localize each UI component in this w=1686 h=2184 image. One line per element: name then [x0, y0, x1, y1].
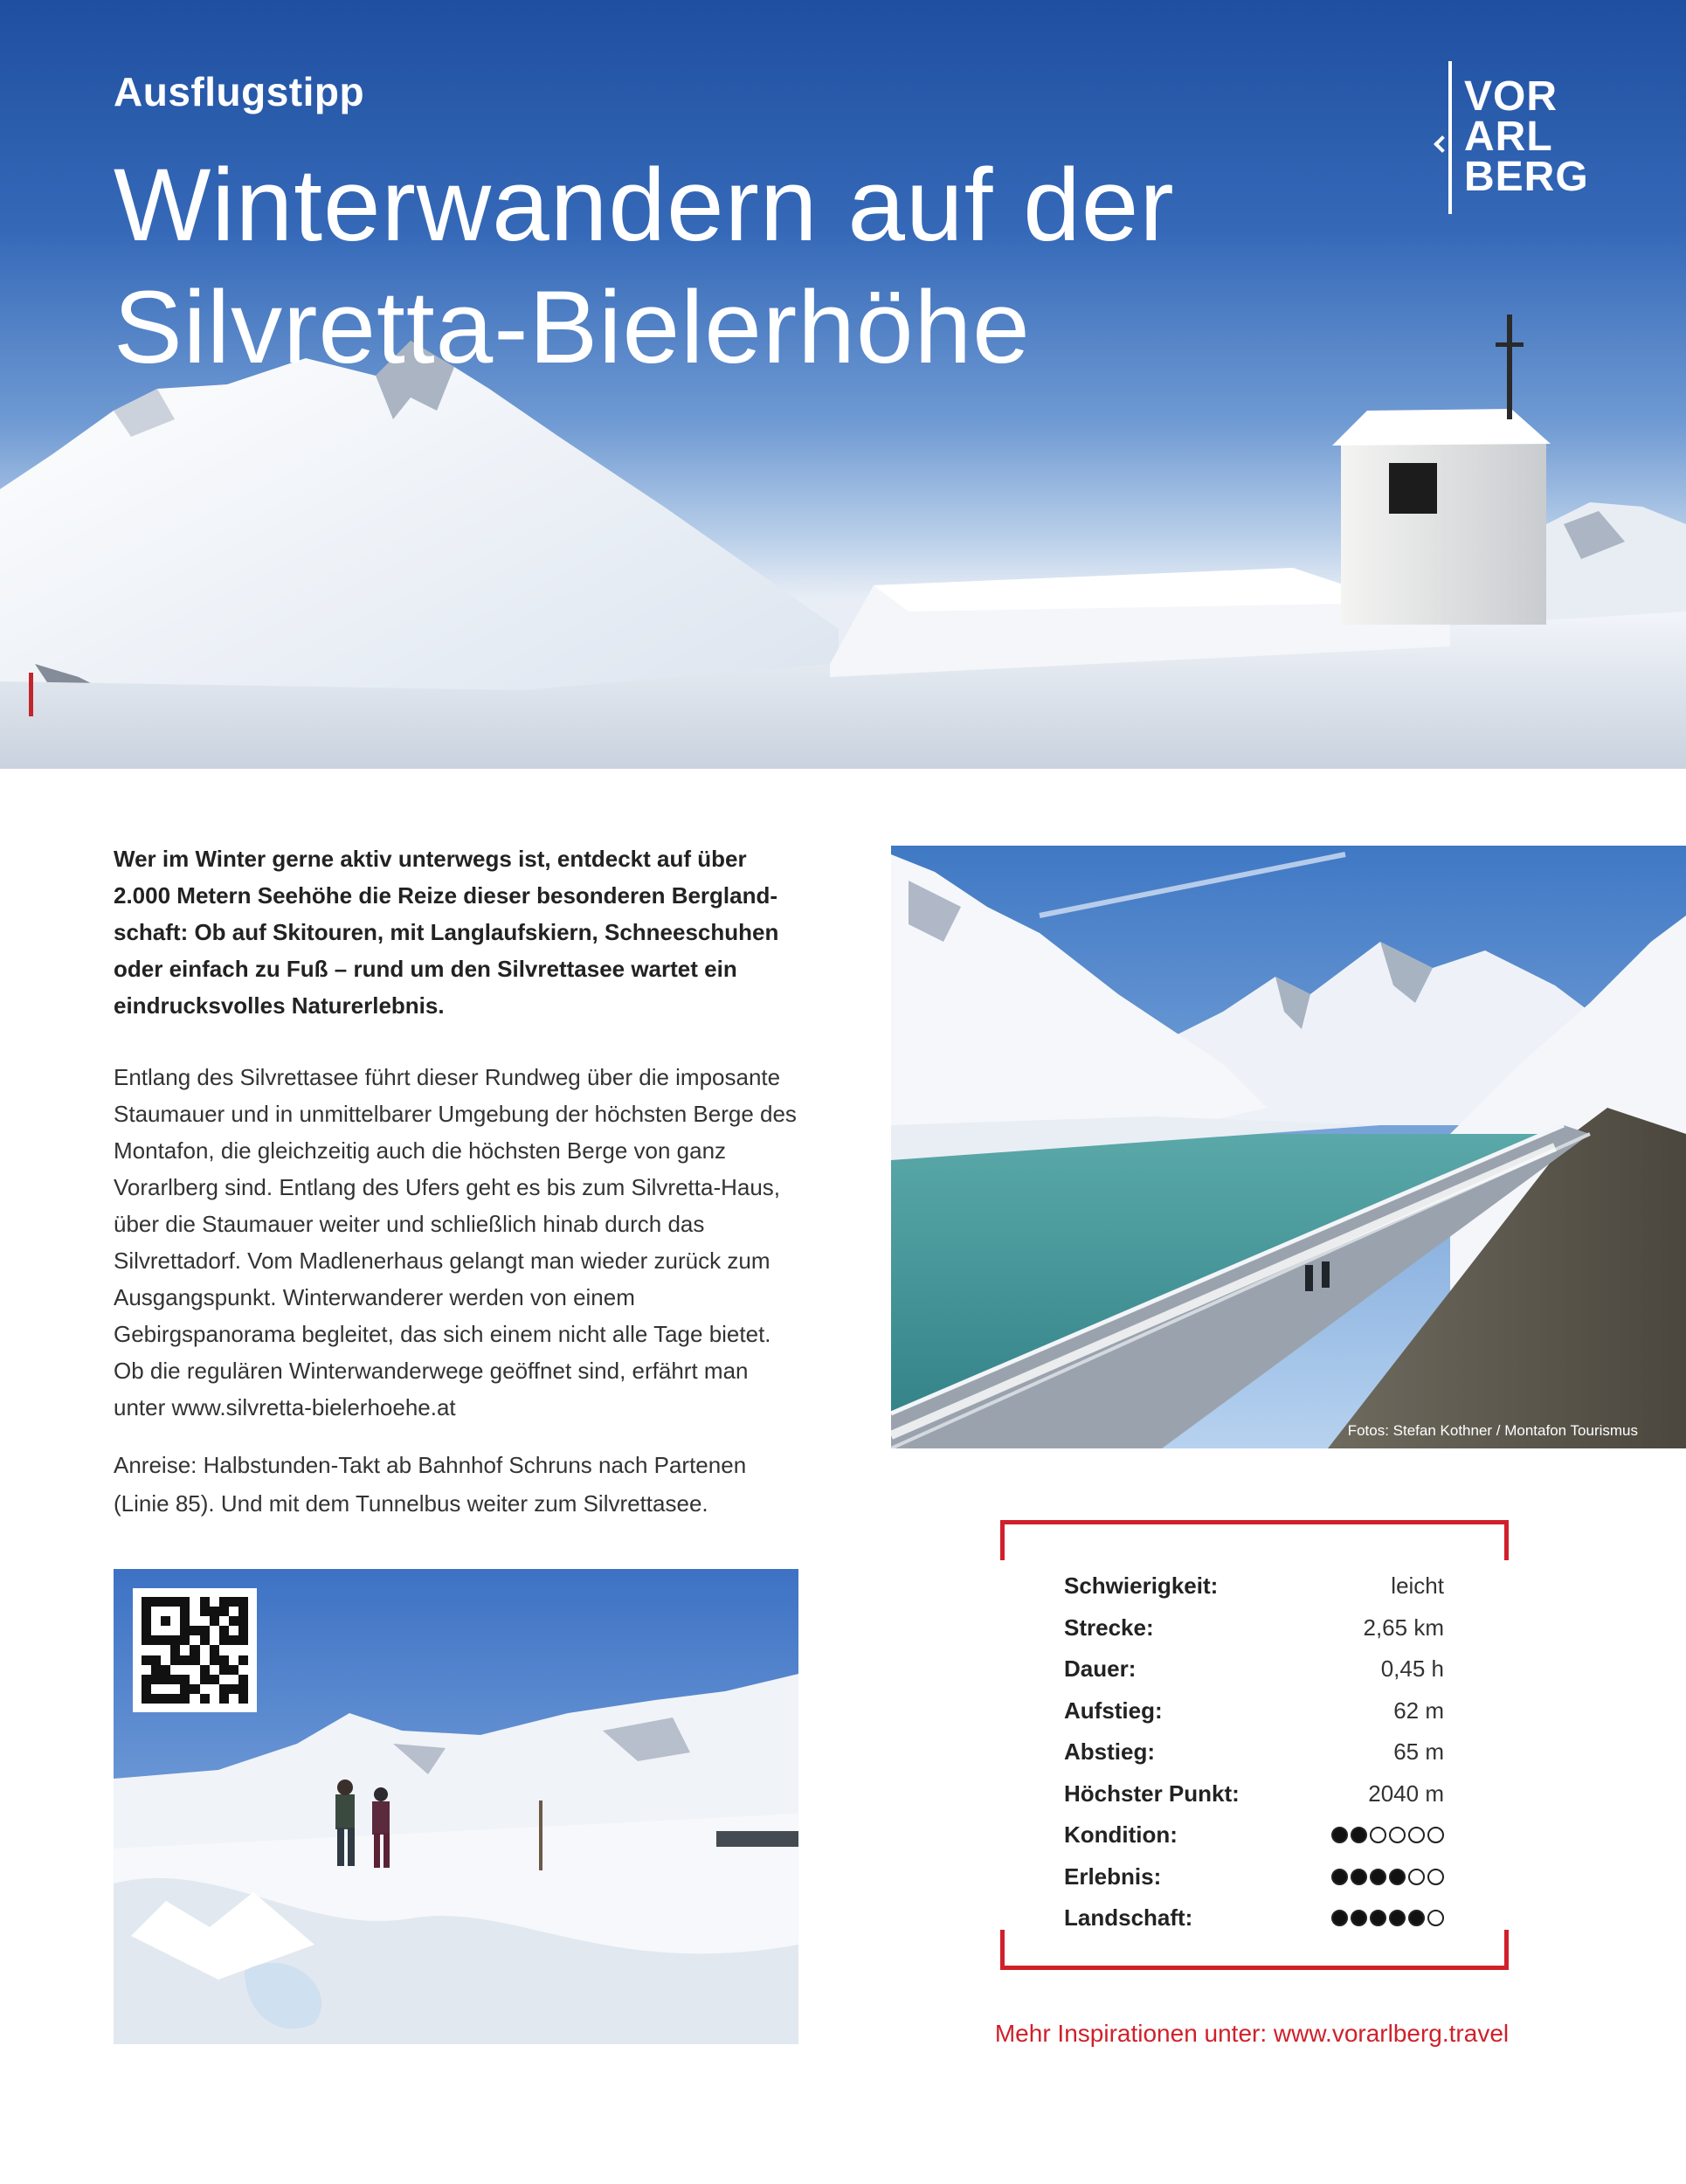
facts-bracket-bottom: [1000, 1930, 1509, 1970]
rating-dot-icon: [1351, 1910, 1367, 1926]
rating-dot-icon: [1427, 1827, 1444, 1843]
route-description: Entlang des Silvrettasee führt dieser Rundweg über die imposante Staumauer und in unmittelbarer Umgebung der höchsten Berge des Montafon, die gleichzeitig auch die höchsten Berge von ganz Vorarlberg sind. Entlang des Ufers geht es bis zum Silvretta-Haus, über die Staumauer weiter und schließlich hinab durch das Silvrettadorf. Vom Madlenerhaus gelangt man wieder zurück zum Ausgangspunkt. Winterwanderer werden von einem Gebirgspanorama begleitet, das sich einem nicht alle Tage bietet.: [114, 1064, 797, 1347]
logo-line-1: VOR: [1464, 73, 1558, 120]
fact-value: 2,65 km: [1363, 1614, 1444, 1641]
rating-dot-icon: [1427, 1869, 1444, 1885]
open-info: [114, 1352, 804, 1426]
fact-row: [1064, 1690, 1444, 1732]
logo-line-3: BERG: [1464, 154, 1589, 200]
fact-row: [1064, 1607, 1444, 1649]
fact-row: [1064, 1773, 1444, 1815]
rating-dot-icon: [1408, 1869, 1425, 1885]
rating-dot-icon: [1370, 1827, 1386, 1843]
rating-dot-icon: [1408, 1827, 1425, 1843]
more-inspiration-link[interactable]: Mehr Inspirationen unter: www.vorarlberg.travel: [994, 2020, 1510, 2047]
fact-label: Dauer:: [1064, 1655, 1137, 1683]
fact-label: Abstieg:: [1064, 1738, 1155, 1766]
rating-row: [1064, 1814, 1444, 1856]
open-info-text: Ob die regulären Winterwanderwege geöffnet sind, erfährt man unter: [114, 1358, 749, 1420]
rating-dot-icon: [1427, 1910, 1444, 1926]
dam-photo: [891, 846, 1686, 1448]
vorarlberg-logo: [1433, 61, 1590, 218]
rating-label: Kondition:: [1064, 1821, 1178, 1849]
page-title: [114, 144, 1337, 389]
tour-facts-list: [1064, 1565, 1444, 1939]
fact-value: 65 m: [1393, 1738, 1444, 1766]
rating-dots: [1331, 1869, 1444, 1885]
title-line-2: Silvretta-Bielerhöhe: [114, 270, 1031, 385]
rating-label: Landschaft:: [1064, 1904, 1193, 1932]
fact-value: 2040 m: [1368, 1780, 1444, 1807]
rating-dot-icon: [1370, 1869, 1386, 1885]
rating-dots: [1331, 1910, 1444, 1926]
rating-row: [1064, 1856, 1444, 1898]
rating-dot-icon: [1331, 1827, 1348, 1843]
fact-label: Aufstieg:: [1064, 1697, 1163, 1724]
rating-dot-icon: [1351, 1827, 1367, 1843]
logo-line-2: ARL: [1464, 114, 1553, 160]
rating-dot-icon: [1408, 1910, 1425, 1926]
rating-dot-icon: [1331, 1910, 1348, 1926]
rating-dot-icon: [1370, 1910, 1386, 1926]
intro-text: Wer im Winter gerne aktiv unterwegs ist, entdeckt auf über 2.000 Metern Seehöhe die Reize dieser besonderen Bergland-schaft: Ob auf Skitouren, mit Langlaufskiern, Schneeschuhen oder einfach zu Fuß – rund um den Silvrettasee wartet ein eindrucksvolles Naturerlebnis.: [114, 846, 779, 1019]
hikers-photo: [114, 1569, 798, 2044]
rating-dots: [1331, 1827, 1444, 1843]
fact-row: [1064, 1731, 1444, 1773]
dam-landscape: [891, 846, 1686, 1448]
fact-value: 62 m: [1393, 1697, 1444, 1724]
access-label: Anreise:: [114, 1452, 197, 1478]
tour-facts-box: [1000, 1520, 1509, 1970]
fact-value: 0,45 h: [1380, 1655, 1444, 1683]
facts-bracket-top: [1000, 1520, 1509, 1560]
rating-dot-icon: [1389, 1910, 1406, 1926]
photo-credit: Fotos: Stefan Kothner / Montafon Tourismus: [1347, 1422, 1638, 1439]
body-text: [114, 1059, 804, 1426]
rating-dot-icon: [1389, 1827, 1406, 1843]
title-line-1: Winterwandern auf der: [114, 148, 1175, 263]
info-url-link[interactable]: www.silvretta-bielerhoehe.at: [171, 1394, 456, 1420]
kicker: Ausflugstipp: [114, 69, 365, 114]
fact-label: Strecke:: [1064, 1614, 1154, 1641]
access-info: [114, 1446, 804, 1523]
fact-value: leicht: [1391, 1572, 1444, 1600]
qr-code[interactable]: [133, 1588, 257, 1712]
fact-row: [1064, 1648, 1444, 1690]
logo-bar: [1448, 61, 1452, 214]
rating-dot-icon: [1331, 1869, 1348, 1885]
fact-row: [1064, 1565, 1444, 1607]
fact-label: Höchster Punkt:: [1064, 1780, 1240, 1807]
rating-label: Erlebnis:: [1064, 1863, 1162, 1890]
fact-label: Schwierigkeit:: [1064, 1572, 1219, 1600]
hero-image: [0, 0, 1686, 769]
rating-dot-icon: [1351, 1869, 1367, 1885]
access-text: Halbstunden-Takt ab Bahnhof Schruns nach Partenen (Linie 85). Und mit dem Tunnelbus weiter zum Silvrettasee.: [114, 1452, 747, 1517]
rating-dot-icon: [1389, 1869, 1406, 1885]
qr-code-pattern: [142, 1597, 248, 1704]
